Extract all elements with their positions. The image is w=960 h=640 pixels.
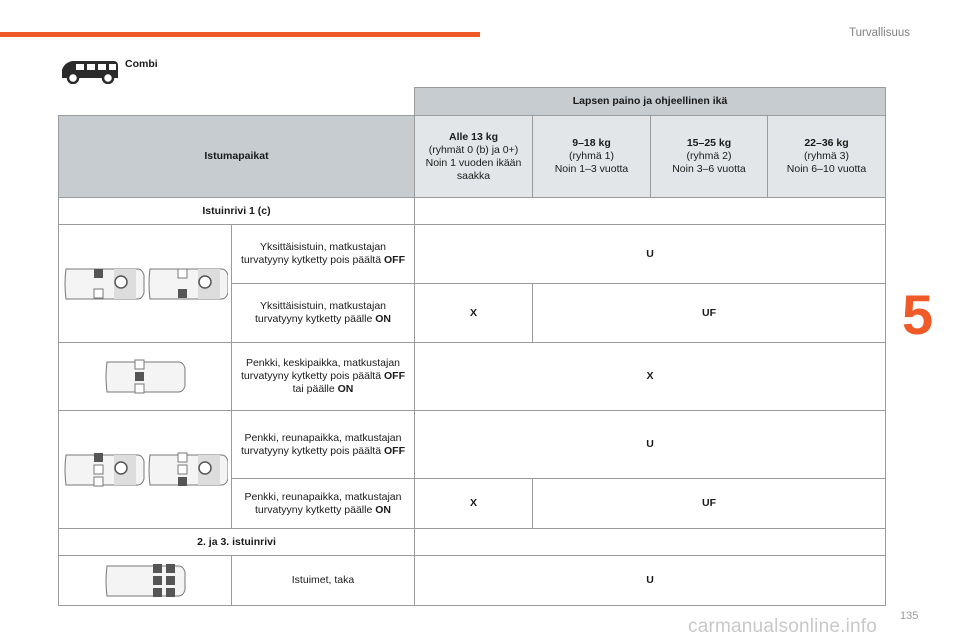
value-3a: U: [415, 411, 886, 479]
seat-desc-2: Penkki, keskipaikka, matkustajan turvatyyny kytketty pois päältä OFF tai päälle ON: [232, 343, 415, 411]
weight-age-header: Lapsen paino ja ohjeellinen ikä: [415, 88, 886, 116]
value-2: X: [415, 343, 886, 411]
weight-class-3: 22–36 kg (ryhmä 3) Noin 6–10 vuotta: [768, 116, 886, 198]
bench-center-diagram: [59, 343, 232, 411]
weight-class-1: 9–18 kg (ryhmä 1) Noin 1–3 vuotta: [533, 116, 651, 198]
chapter-number: 5: [902, 283, 934, 346]
rear-seats-diagram: [59, 556, 232, 606]
value-4: U: [415, 556, 886, 606]
row-title-2: 2. ja 3. istuinrivi: [59, 529, 415, 556]
car-seat-icon: [103, 560, 187, 602]
seat-desc-3b: Penkki, reunapaikka, matkustajan turvatyyny kytketty päälle ON: [232, 479, 415, 529]
bench-side-diagram: [59, 411, 232, 529]
child-seat-table: [58, 87, 886, 606]
van-icon: [60, 58, 120, 84]
section-title: Turvallisuus: [849, 27, 910, 39]
value-3b-a: X: [415, 479, 533, 529]
single-seat-diagram: [59, 225, 232, 343]
car-seat-icon: [103, 356, 187, 398]
seat-header: Istumapaikat: [59, 116, 415, 198]
seat-desc-1a: Yksittäisistuin, matkustajan turvatyyny kytketty pois päältä OFF: [232, 225, 415, 284]
seat-desc-1b: Yksittäisistuin, matkustajan turvatyyny kytketty päälle ON: [232, 284, 415, 343]
value-3b-b: UF: [533, 479, 886, 529]
seat-desc-3a: Penkki, reunapaikka, matkustajan turvatyyny kytketty pois päältä OFF: [232, 411, 415, 479]
value-1a: U: [415, 225, 886, 284]
seat-desc-4: Istuimet, taka: [232, 556, 415, 606]
value-1b-a: X: [415, 284, 533, 343]
page-number: 135: [900, 610, 919, 622]
value-1b-b: UF: [533, 284, 886, 343]
watermark: carmanualsonline.info: [688, 616, 878, 637]
accent-bar: [0, 32, 480, 37]
weight-class-2: 15–25 kg (ryhmä 2) Noin 3–6 vuotta: [651, 116, 768, 198]
car-seat-icon: [62, 263, 228, 305]
vehicle-label: Combi: [125, 58, 158, 70]
weight-class-0: Alle 13 kg (ryhmät 0 (b) ja 0+) Noin 1 vuoden ikään saakka: [415, 116, 533, 198]
row-title-1: Istuinrivi 1 (c): [59, 198, 415, 225]
car-seat-icon: [62, 449, 228, 491]
